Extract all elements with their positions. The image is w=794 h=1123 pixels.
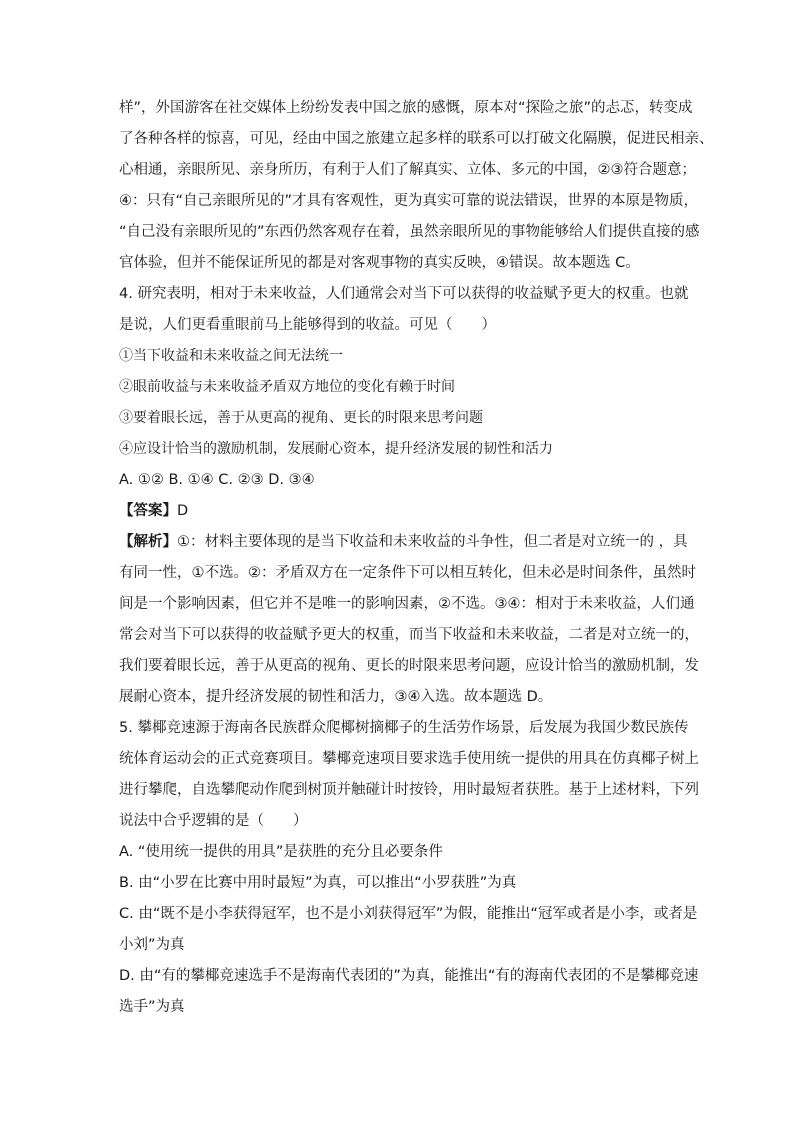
q5-option: D. 由“有的攀椰竞速选手不是海南代表团的”为真，能推出“有的海南代表团的不是攀椰竞速: [119, 968, 699, 984]
document-page: [119, 97, 714, 1027]
q4-option: ②眼前收益与未来收益矛盾双方地位的变化有赖于时间: [119, 379, 455, 395]
q5-option: B. 由“小罗在比赛中用时最短”为真，可以推出“小罗获胜”为真: [119, 875, 517, 891]
q5-option: C. 由“既不是小李获得冠军，也不是小刘获得冠军”为假，能推出“冠军或者是小李，或者是: [119, 906, 698, 922]
text-line: 官体验，但并不能保证所见的都是对客观事物的真实反映，④错误。故本题选 C。: [119, 255, 640, 271]
q5-stem-line: 进行攀爬，自选攀爬动作爬到树顶并触碰计时按铃，用时最短者获胜。基于上述材料，下列: [119, 782, 699, 798]
text-line: ④：只有“自己亲眼所见的”才具有客观性，更为真实可靠的说法错误，世界的本原是物质，: [119, 193, 699, 209]
q5-stem-line: 5. 攀椰竞速源于海南各民族群众爬椰树摘椰子的生活劳作场景，后发展为我国少数民族传: [119, 720, 689, 736]
q4-option: ①当下收益和未来收益之间无法统一: [119, 348, 343, 364]
q4-analysis-line: [119, 531, 688, 554]
q5-option: A. “使用统一提供的用具”是获胜的充分且必要条件: [119, 844, 443, 860]
text-line: 了各种各样的惊喜，可见，经由中国之旅建立起多样的联系可以打破文化隔膜，促进民相亲、: [119, 131, 714, 147]
q3-explanation-continuation: [119, 97, 714, 275]
text-line: “自己没有亲眼所见的”东西仍然客观存在着，虽然亲眼所见的事物能够给人们提供直接的感: [119, 224, 700, 240]
q4-analysis-line: 常会对当下可以获得的收益赋予更大的权重，而当下收益和未来收益，二者是对立统一的，: [119, 627, 699, 643]
q4-answer: [119, 500, 685, 523]
question-4: [119, 283, 699, 709]
q4-choices: A. ①② B. ①④ C. ②③ D. ③④: [119, 472, 315, 488]
q5-option: 小刘”为真: [119, 937, 185, 953]
q4-analysis-line: 我们要着眼长远，善于从更高的视角、更长的时限来思考问题，应设计恰当的激励机制，发: [119, 658, 699, 674]
q4-stem-line: 是说，人们更看重眼前马上能够得到的收益。可见（ ）: [119, 317, 496, 333]
q4-option: ④应设计恰当的激励机制，发展耐心资本，提升经济发展的韧性和活力: [119, 441, 553, 457]
answer-value: D: [177, 503, 189, 519]
question-5: [119, 717, 699, 1019]
q4-analysis-line: 间是一个影响因素，但它并不是唯一的影响因素，②不选。③④：相对于未来收益，人们通: [119, 596, 695, 612]
q4-option: ③要着眼长远，善于从更高的视角、更长的时限来思考问题: [119, 410, 483, 426]
q5-option: 选手”为真: [119, 999, 185, 1015]
q4-analysis-line: 有同一性，①不选。②：矛盾双方在一定条件下可以相互转化，但未必是时间条件，虽然时: [119, 565, 696, 581]
text-line: 样”，外国游客在社交媒体上纷纷发表中国之旅的感慨，原本对“探险之旅”的忐忑，转变成: [119, 100, 693, 116]
q4-analysis-line: 展耐心资本，提升经济发展的韧性和活力，③④入选。故本题选 D。: [119, 689, 553, 705]
analysis-label: 【解析】: [119, 534, 177, 550]
q4-stem-line: 4. 研究表明，相对于未来收益，人们通常会对当下可以获得的收益赋予更大的权重。也就: [119, 286, 689, 302]
answer-label: 【答案】: [119, 503, 177, 519]
q5-stem-line: 统体育运动会的正式竞赛项目。攀椰竞速项目要求选手使用统一提供的用具在仿真椰子树上: [119, 751, 699, 767]
analysis-text: ①：材料主要体现的是当下收益和未来收益的斗争性，但二者是对立统一的 ，具: [177, 534, 688, 550]
q5-stem-line: 说法中合乎逻辑的是（ ）: [119, 813, 308, 829]
text-line: 心相通，亲眼所见、亲身所历，有利于人们了解真实、立体、多元的中国，②③符合题意；: [119, 162, 696, 178]
